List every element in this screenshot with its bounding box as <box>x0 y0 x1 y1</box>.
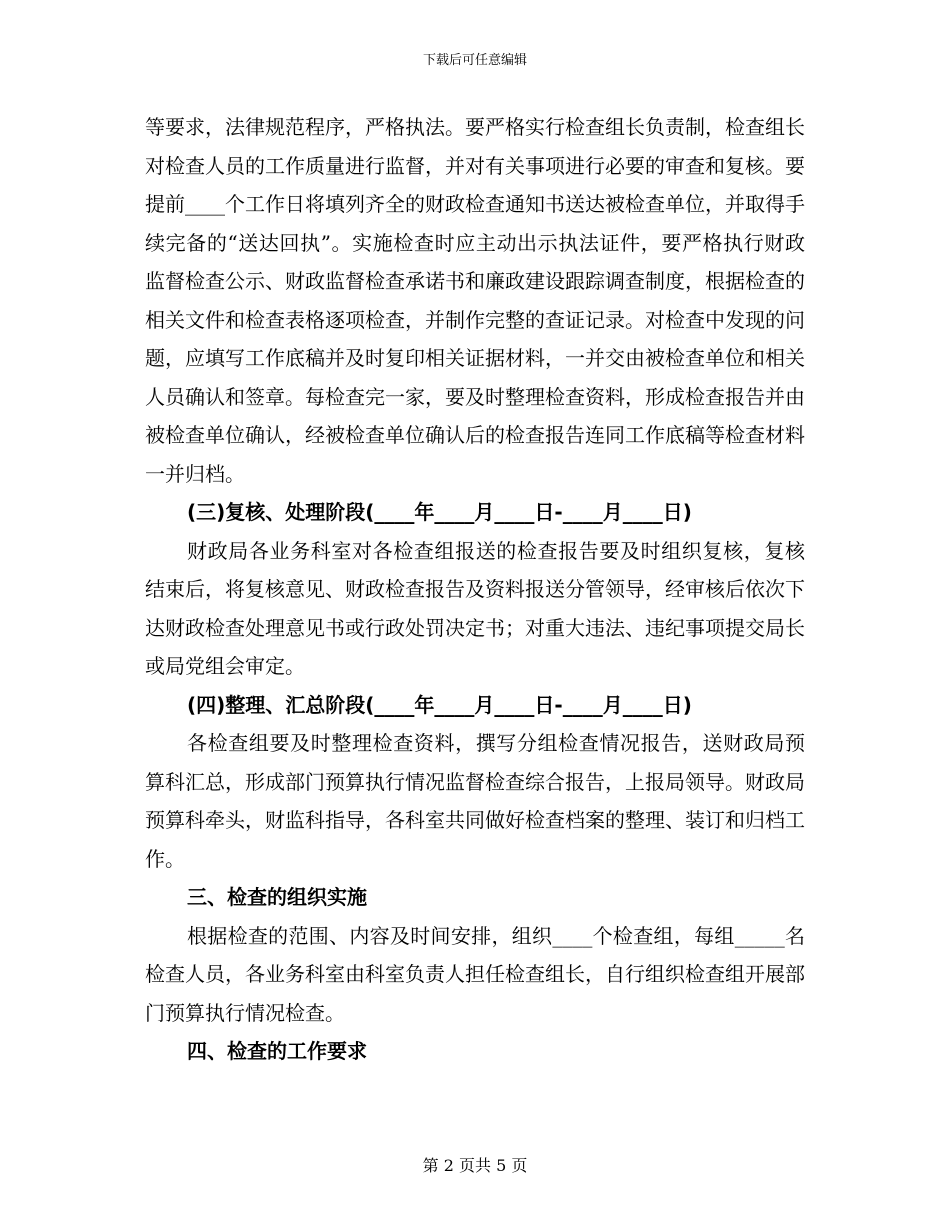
paragraph-organization: 根据检查的范围、内容及时间安排，组织____个检查组，每组_____名检查人员，各业务科室由科室负责人担任检查组长，自行组织检查组开展部门预算执行情况检查。 <box>145 923 805 1025</box>
section-heading-summary: (四)整理、汇总阶段(____年____月____日-____月____日) <box>187 692 692 717</box>
section-heading-review: (三)复核、处理阶段(____年____月____日-____月____日) <box>187 500 692 524</box>
paragraph-review: 财政局各业务科室对各检查组报送的检查报告要及时组织复核，复核结束后，将复核意见、财政检查报告及资料报送分管领导，经审核后依次下达财政检查处理意见书或行政处罚决定书；对重大违法、违纪事项提交局长或局党组会审定。 <box>145 538 805 678</box>
paragraph-continuation: 等要求，法律规范程序，严格执法。要严格实行检查组长负责制，检查组长对检查人员的工作质量进行监督，并对有关事项进行必要的审查和复核。要提前____个工作日将填列齐全的财政检查通知书送达被检查单位，并取得手续完备的“送达回执”。实施检查时应主动出示执法证件，要严格执行财政监督检查公示、财政监督检查承诺书和廉政建设跟踪调查制度，根据检查的相关文件和检查表格逐项检查，并制作完整的查证记录。对检查中发现的问题，应填写工作底稿并及时复印相关证据材料，一并交由被检查单位和相关人员确认和签章。每检查完一家，要及时整理检查资料，形成检查报告并由被检查单位确认，经被检查单位确认后的检查报告连同工作底稿等检查材料一并归档。 <box>145 115 805 486</box>
section-heading-organization: 三、检查的组织实施 <box>187 885 367 909</box>
page-header: 下载后可任意编辑 <box>422 53 527 68</box>
section-heading-requirements: 四、检查的工作要求 <box>187 1039 367 1063</box>
document-body <box>145 108 805 1071</box>
paragraph-summary: 各检查组要及时整理检查资料，撰写分组检查情况报告，送财政局预算科汇总，形成部门预算执行情况监督检查综合报告，上报局领导。财政局预算科牵头，财监科指导，各科室共同做好检查档案的整理、装订和归档工作。 <box>145 731 805 871</box>
page-footer: 第 2 页共 5 页 <box>422 1156 528 1175</box>
